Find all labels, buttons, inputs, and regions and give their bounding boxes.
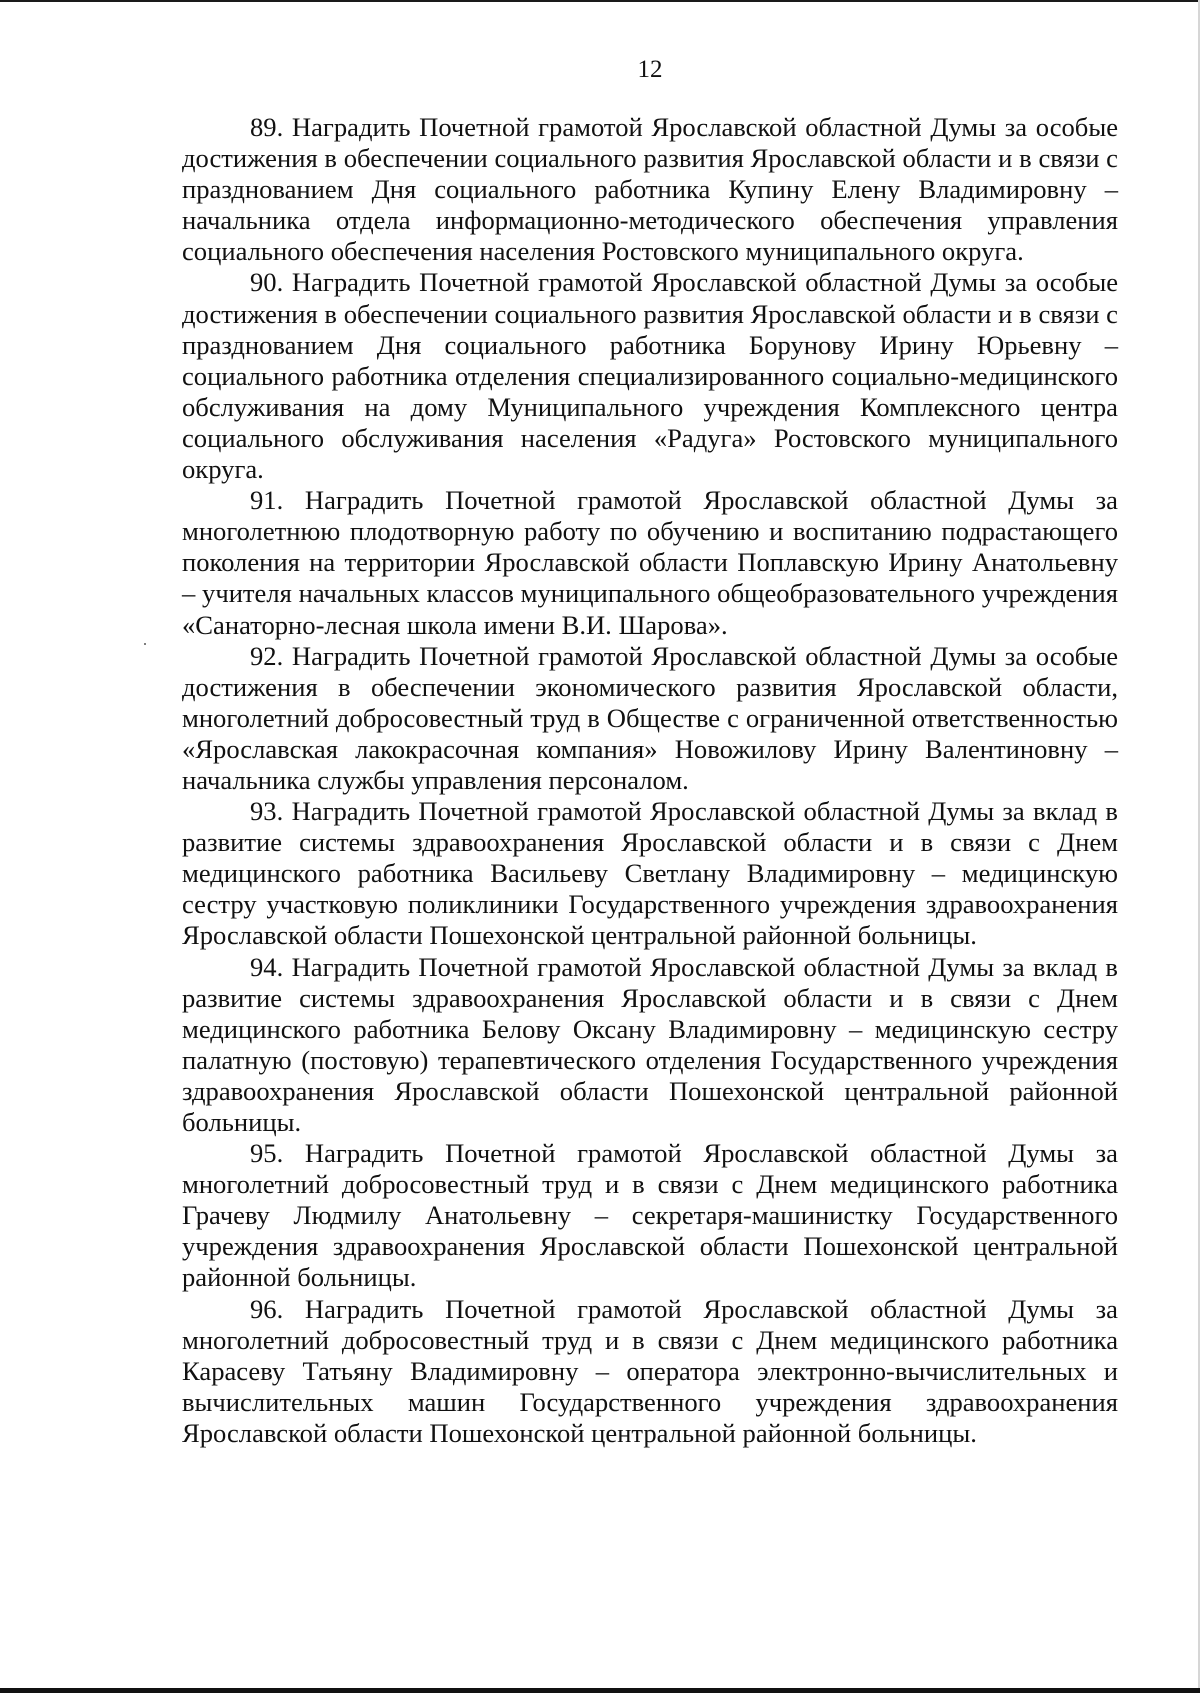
document-body xyxy=(182,112,1118,1449)
paragraph-item-96 xyxy=(182,1294,1118,1449)
item-text: Наградить Почетной грамотой Ярославской областной Думы за многолетний добросовестный труд и в связи с Днем медицинского работника Карасеву Татьяну Владимировну – оператора электронно-вычислительных и вычислительных машин Государственного учреждения здравоохранения Ярославской области Пошехонской центральной районной больницы. xyxy=(182,1293,1118,1448)
item-number: 96. xyxy=(250,1293,284,1324)
item-number: 95. xyxy=(250,1138,284,1169)
scan-top-border xyxy=(0,0,1200,2)
scan-speck xyxy=(144,643,146,645)
item-number: 94. xyxy=(250,951,284,982)
item-text: Наградить Почетной грамотой Ярославской областной Думы за вклад в развитие системы здравоохранения Ярославской области и в связи с Днем медицинского работника Васильеву Светлану Владимировну – медицинскую сестру участковую поликлиники Государственного учреждения здравоохранения Ярославской области Пошехонской центральной районной больницы. xyxy=(182,796,1118,951)
paragraph-item-93 xyxy=(182,796,1118,951)
item-text: Наградить Почетной грамотой Ярославской областной Думы за особые достижения в обеспечении экономического развития Ярославской области, многолетний добросовестный труд в Обществе с ограниченной ответственностью «Ярославская лакокрасочная компания» Новожилову Ирину Валентиновну – начальника службы управления персоналом. xyxy=(182,640,1118,795)
item-number: 89. xyxy=(250,112,284,142)
item-text: Наградить Почетной грамотой Ярославской областной Думы за особые достижения в обеспечении социального развития Ярославской области и в связи с празднованием Дня социального работника Купину Елену Владимировну – начальника отдела информационно-методического обеспечения управления социального обеспечения населения Ростовского муниципального округа. xyxy=(182,112,1118,267)
item-number: 91. xyxy=(250,485,284,516)
paragraph-item-95 xyxy=(182,1138,1118,1293)
page-number: 12 xyxy=(637,56,663,83)
item-number: 92. xyxy=(250,640,284,671)
paragraph-item-89 xyxy=(182,112,1118,267)
item-text: Наградить Почетной грамотой Ярославской областной Думы за вклад в развитие системы здравоохранения Ярославской области и в связи с Днем медицинского работника Белову Оксану Владимировну – медицинскую сестру палатную (постовую) терапевтического отделения Государственного учреждения здравоохранения Ярославской области Пошехонской центральной районной больницы. xyxy=(182,951,1118,1137)
item-number: 93. xyxy=(250,796,284,827)
paragraph-item-90 xyxy=(182,267,1118,485)
item-number: 90. xyxy=(250,267,284,298)
item-text: Наградить Почетной грамотой Ярославской областной Думы за особые достижения в обеспечении социального развития Ярославской области и в связи с празднованием Дня социального работника Борунову Ирину Юрьевну – социального работника отделения специализированного социально-медицинского обслуживания на дому Муниципального учреждения Комплексного центра социального обслуживания населения «Радуга» Ростовского муниципального округа. xyxy=(182,267,1118,485)
paragraph-item-94 xyxy=(182,952,1118,1139)
item-text: Наградить Почетной грамотой Ярославской областной Думы за многолетний добросовестный труд и в связи с Днем медицинского работника Грачеву Людмилу Анатольевну – секретаря-машинистку Государственного учреждения здравоохранения Ярославской области Пошехонской центральной районной больницы. xyxy=(182,1138,1118,1293)
scan-bottom-border xyxy=(0,1688,1200,1693)
item-text: Наградить Почетной грамотой Ярославской областной Думы за многолетнюю плодотворную работу по обучению и воспитанию подрастающего поколения на территории Ярославской области Поплавскую Ирину Анатольевну – учителя начальных классов муниципального общеобразовательного учреждения «Санаторно-лесная школа имени В.И. Шарова». xyxy=(182,485,1118,640)
paragraph-item-91 xyxy=(182,485,1118,640)
paragraph-item-92 xyxy=(182,641,1118,796)
